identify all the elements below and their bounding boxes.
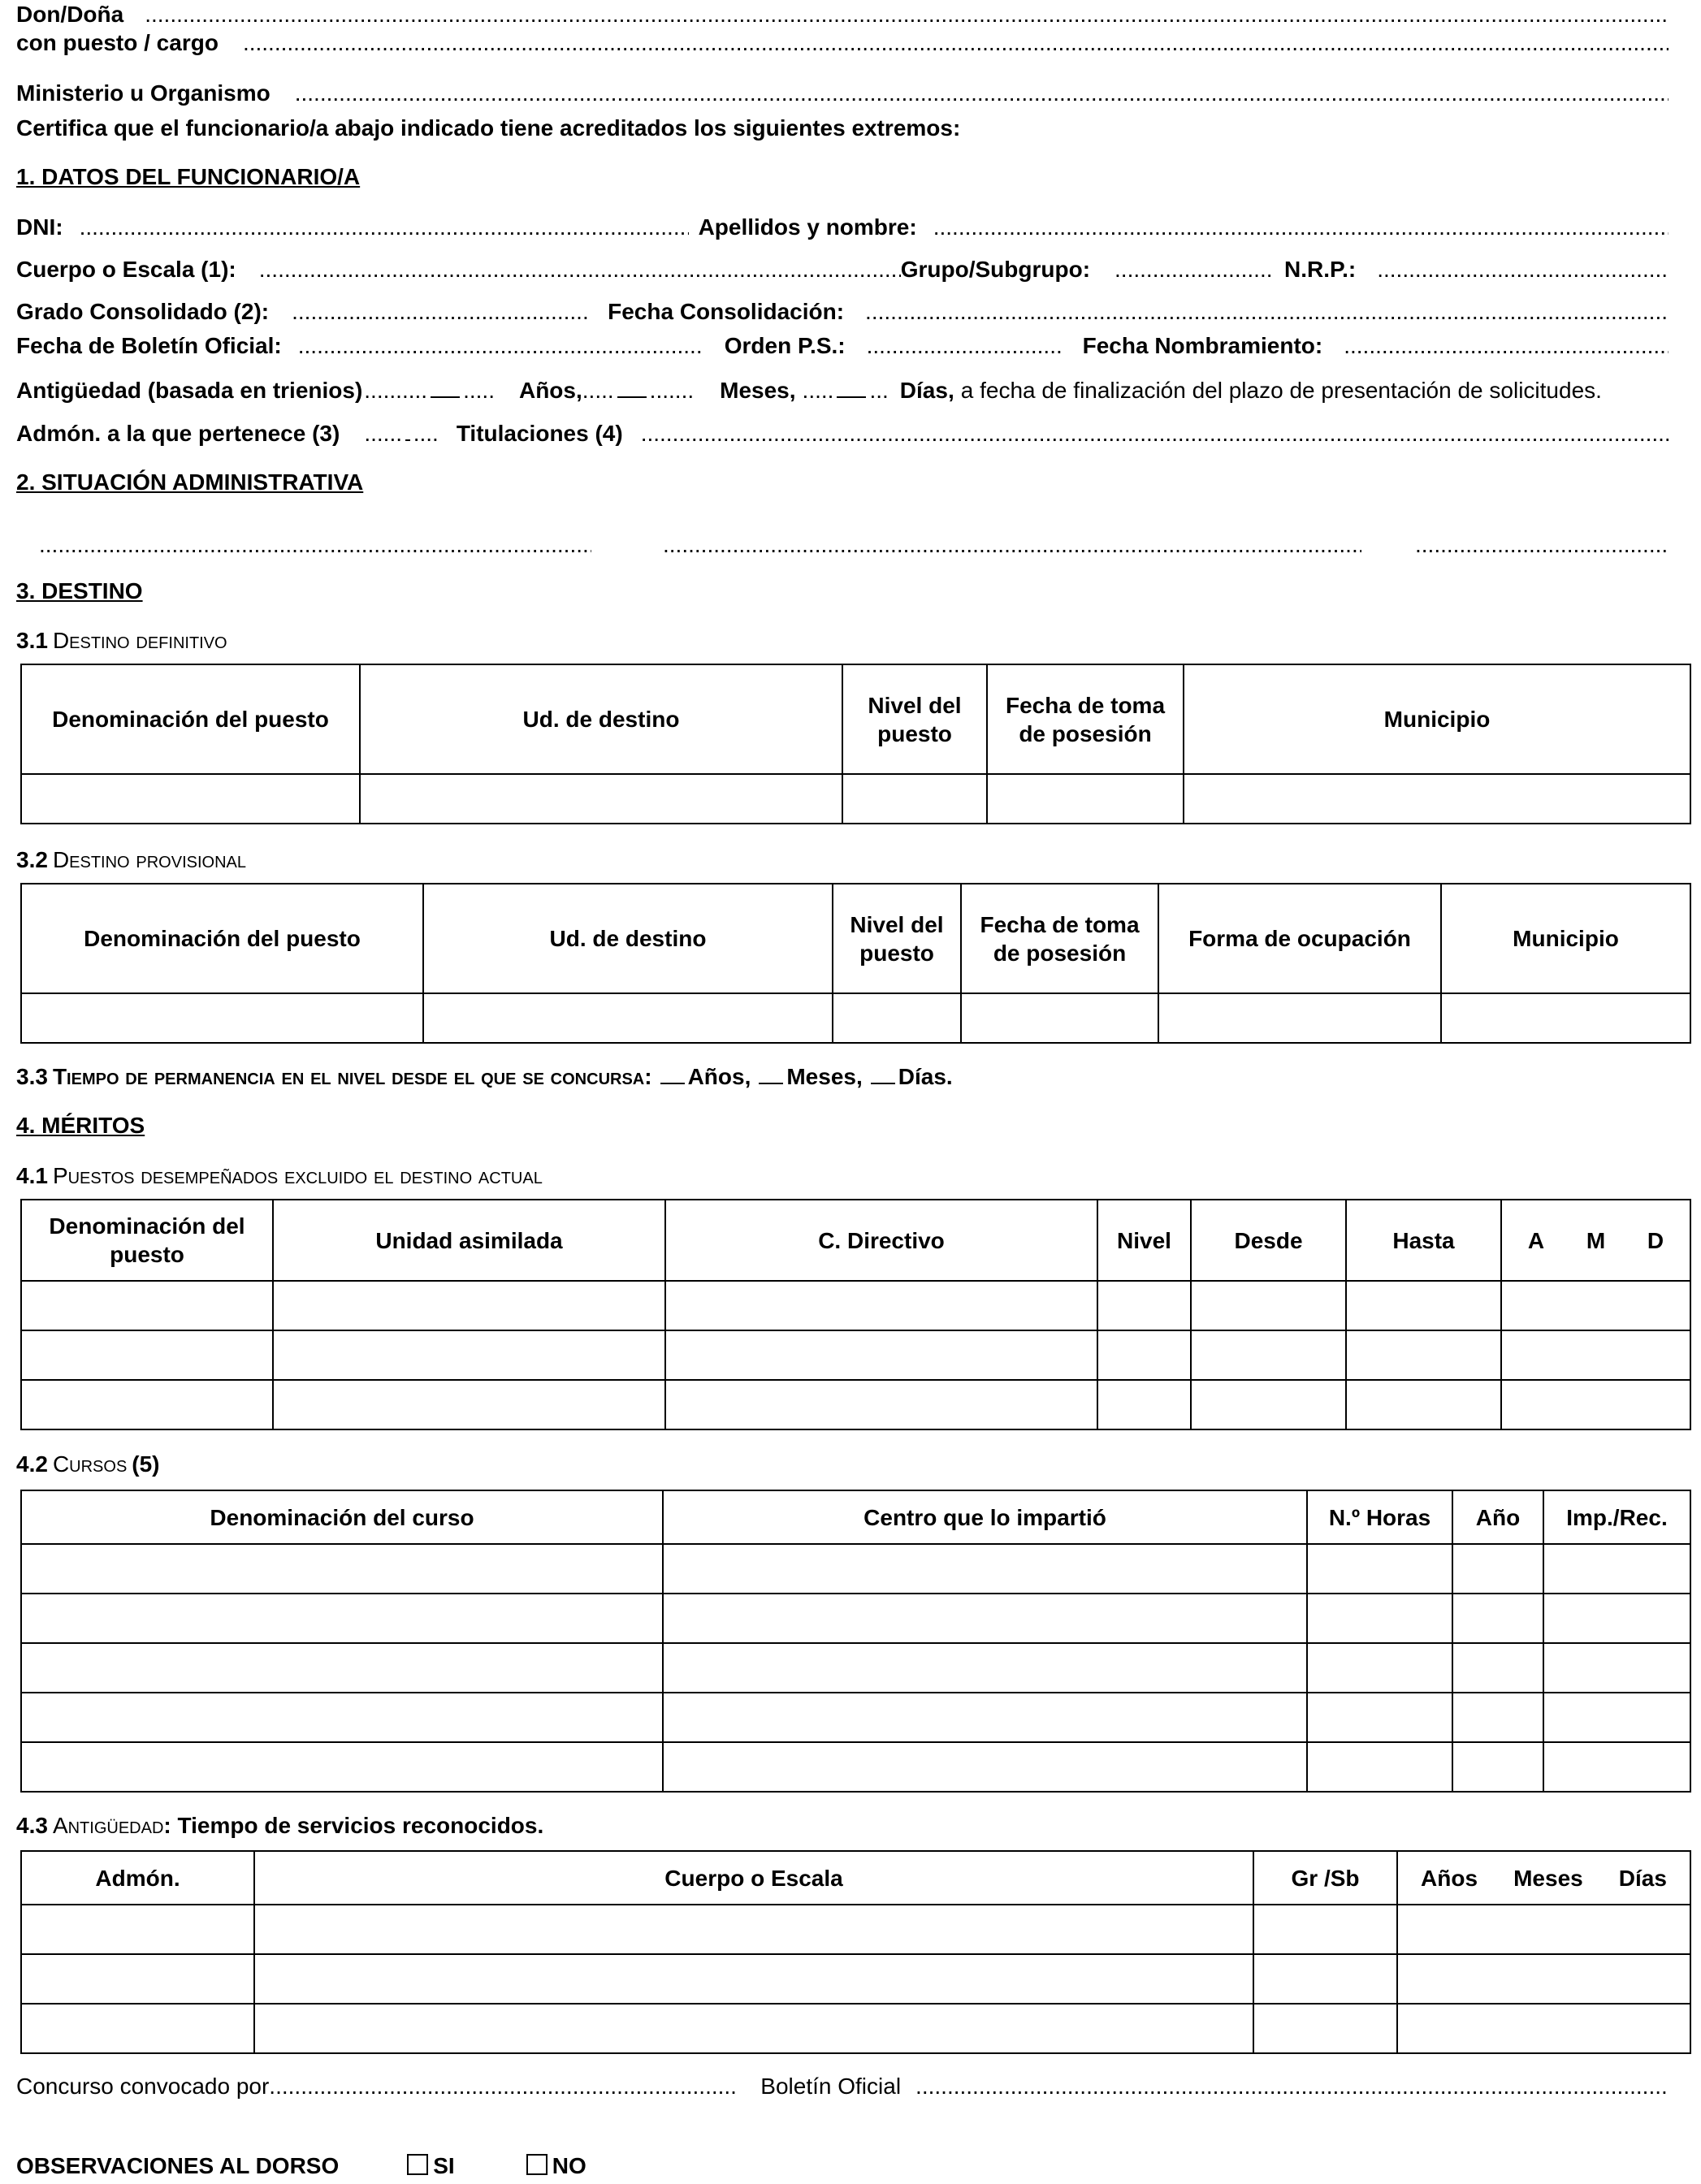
ministerio-row: [16, 80, 1673, 109]
destino-provisional-number: 3.2: [16, 847, 48, 872]
cursos-table: [20, 1490, 1691, 1793]
table-cell[interactable]: [21, 774, 360, 824]
section-3-title: 3. DESTINO: [16, 578, 143, 603]
table-cell[interactable]: [21, 1954, 254, 2004]
puesto-row: [16, 30, 1673, 58]
puestos-heading: [16, 1163, 1673, 1191]
antiguedad-heading: [16, 1813, 1673, 1841]
section-4-title: 4. MÉRITOS: [16, 1113, 145, 1138]
section-4-heading: [16, 1113, 1673, 1141]
table-cell[interactable]: [1397, 1905, 1690, 1954]
table-header: Municipio: [1441, 884, 1690, 993]
table-cell[interactable]: [1543, 1643, 1690, 1693]
si-checkbox[interactable]: [407, 2154, 428, 2175]
puesto-field[interactable]: [243, 30, 1669, 56]
situacion-field-3[interactable]: [1415, 532, 1669, 558]
table-cell[interactable]: [1191, 1330, 1346, 1380]
don-row: [16, 2, 1673, 30]
table-cell[interactable]: [1543, 1742, 1690, 1792]
table-cell[interactable]: [1452, 1544, 1543, 1594]
table-cell[interactable]: [21, 1544, 663, 1594]
section-3-heading: [16, 578, 1673, 607]
cursos-note: (5): [132, 1451, 160, 1477]
concurso-label: Concurso convocado por: [16, 2074, 270, 2099]
table-header: Nivel: [1097, 1200, 1191, 1281]
table-header: Años Meses Días: [1397, 1851, 1690, 1905]
table-header: Denominación del puesto: [21, 884, 423, 993]
table-cell[interactable]: [665, 1330, 1097, 1380]
table-cell[interactable]: [1397, 1954, 1690, 2004]
don-label: Don/Doña: [16, 2, 124, 27]
table-cell[interactable]: [1097, 1281, 1191, 1330]
don-field[interactable]: [145, 2, 1669, 28]
nrp-field[interactable]: [1377, 257, 1669, 283]
observaciones-label: OBSERVACIONES AL DORSO: [16, 2153, 340, 2178]
grupo-field[interactable]: [1115, 257, 1273, 283]
table-cell[interactable]: [1184, 774, 1690, 824]
table-row: [21, 993, 1690, 1043]
table-header: Municipio: [1184, 664, 1690, 774]
section-1-title: 1. DATOS DEL FUNCIONARIO/A: [16, 164, 361, 189]
table-cell[interactable]: [21, 1380, 273, 1429]
table-cell[interactable]: [663, 1643, 1307, 1693]
table-cell[interactable]: [254, 1905, 1253, 1954]
table-header: Admón.: [21, 1851, 254, 1905]
situacion-field-2[interactable]: [663, 532, 1361, 558]
table-cell[interactable]: [254, 1954, 1253, 2004]
table-header: Centro que lo impartió: [663, 1490, 1307, 1544]
apellidos-field[interactable]: [933, 214, 1669, 240]
ministerio-label: Ministerio u Organismo: [16, 80, 271, 106]
certifica-row: [16, 115, 1673, 144]
antiguedad-meses: Meses,: [720, 378, 796, 403]
table-cell[interactable]: [1191, 1380, 1346, 1429]
table-row: [21, 1643, 1690, 1693]
table-header: Fecha de toma de posesión: [987, 664, 1184, 774]
table-header: Denominación del puesto: [21, 664, 360, 774]
titulaciones-field[interactable]: [641, 421, 1669, 447]
table-header: A M D: [1501, 1200, 1690, 1281]
fecha-consolidacion-label: Fecha Consolidación:: [608, 299, 845, 324]
table-header: N.º Horas: [1307, 1490, 1452, 1544]
situacion-field-1[interactable]: [39, 532, 591, 558]
no-checkbox[interactable]: [526, 2154, 548, 2175]
table-row: [21, 1594, 1690, 1643]
table-cell[interactable]: [1543, 1693, 1690, 1742]
table-cell[interactable]: [1543, 1544, 1690, 1594]
orden-field[interactable]: [867, 333, 1062, 359]
section-2-heading: [16, 469, 1673, 498]
table-header: Nivel del puesto: [833, 884, 961, 993]
table-cell[interactable]: [1346, 1330, 1501, 1380]
table-cell[interactable]: [665, 1281, 1097, 1330]
table-row: [21, 1742, 1690, 1792]
antiguedad-row: Antigüedad (basada en trienios) .......... ..... Años, ..... ....... Meses, ..... ... Días, a fecha de finalización del plazo de presentación de solicitudes.: [16, 378, 1602, 403]
table-cell[interactable]: [987, 774, 1184, 824]
table-cell[interactable]: [21, 1594, 663, 1643]
cuerpo-label: Cuerpo o Escala (1):: [16, 257, 236, 282]
section-1-heading: [16, 164, 1673, 192]
table-cell[interactable]: [1397, 2004, 1690, 2053]
fecha-boletin-field[interactable]: [298, 333, 702, 359]
table-cell[interactable]: [273, 1330, 665, 1380]
table-cell[interactable]: [21, 2004, 254, 2053]
destino-definitivo-heading: [16, 628, 1673, 656]
grado-field[interactable]: [292, 299, 588, 325]
table-cell[interactable]: [833, 993, 961, 1043]
table-cell[interactable]: [21, 1742, 663, 1792]
permanencia-number: 3.3: [16, 1064, 48, 1089]
grado-row: [16, 299, 1673, 327]
admon-label: Admón. a la que pertenece (3): [16, 421, 340, 446]
antiguedad-title: Antigüedad: [52, 1813, 164, 1838]
table-header: Gr /Sb: [1253, 1851, 1397, 1905]
table-header: Forma de ocupación: [1158, 884, 1441, 993]
destino-provisional-heading: [16, 847, 1673, 876]
destino-definitivo-table: [20, 664, 1691, 824]
cursos-number: 4.2: [16, 1451, 48, 1477]
dni-label: DNI:: [16, 214, 63, 240]
cuerpo-field[interactable]: [259, 257, 901, 283]
fecha-nombramiento-label: Fecha Nombramiento:: [1082, 333, 1323, 358]
table-cell[interactable]: [1452, 1643, 1543, 1693]
fecha-consolidacion-field[interactable]: [865, 299, 1669, 325]
permanencia-meses: Meses,: [786, 1064, 863, 1089]
dni-field[interactable]: [80, 214, 689, 240]
table-cell[interactable]: [273, 1380, 665, 1429]
table-header: Denominación del puesto: [21, 1200, 273, 1281]
table-row: [21, 1330, 1690, 1380]
table-cell[interactable]: [1307, 1742, 1452, 1792]
table-cell[interactable]: [1346, 1281, 1501, 1330]
table-cell[interactable]: [1097, 1380, 1191, 1429]
table-row: [21, 774, 1690, 824]
table-cell[interactable]: [1501, 1281, 1690, 1330]
admon-row: Admón. a la que pertenece (3) ...... .... Titulaciones (4) .....: [16, 421, 1673, 449]
fecha-boletin-label: Fecha de Boletín Oficial:: [16, 333, 282, 358]
table-cell[interactable]: [1253, 2004, 1397, 2053]
table-cell[interactable]: [1191, 1281, 1346, 1330]
ministerio-field[interactable]: [295, 80, 1669, 106]
table-cell[interactable]: [663, 1742, 1307, 1792]
table-cell[interactable]: [1307, 1643, 1452, 1693]
table-cell[interactable]: [1452, 1742, 1543, 1792]
si-label: SI: [433, 2153, 455, 2178]
puestos-table: [20, 1199, 1691, 1430]
antiguedad-label: Antigüedad (basada en trienios): [16, 378, 363, 403]
table-cell[interactable]: [842, 774, 987, 824]
table-header: Ud. de destino: [423, 884, 833, 993]
permanencia-title: Tiempo de permanencia en el nivel desde el que se concursa:: [52, 1064, 652, 1089]
antiguedad-rest: a fecha de finalización del plazo de presentación de solicitudes.: [960, 378, 1602, 403]
table-cell[interactable]: [1307, 1594, 1452, 1643]
table-header: Nivel del puesto: [842, 664, 987, 774]
permanencia-dias: Días.: [898, 1064, 953, 1089]
destino-provisional-title: Destino provisional: [52, 847, 246, 872]
table-cell[interactable]: [21, 1643, 663, 1693]
orden-label: Orden P.S.:: [724, 333, 846, 358]
puesto-label: con puesto / cargo: [16, 30, 219, 55]
table-header: Desde: [1191, 1200, 1346, 1281]
table-cell[interactable]: [21, 1330, 273, 1380]
antiguedad-anos: Años,: [518, 378, 582, 403]
antiguedad-number: 4.3: [16, 1813, 48, 1838]
table-header: Año: [1452, 1490, 1543, 1544]
table-cell[interactable]: [1452, 1594, 1543, 1643]
observaciones-row: [16, 2153, 1673, 2182]
table-cell[interactable]: [1346, 1380, 1501, 1429]
table-cell[interactable]: [663, 1544, 1307, 1594]
grado-label: Grado Consolidado (2):: [16, 299, 270, 324]
destino-provisional-table: [20, 883, 1691, 1044]
table-cell[interactable]: [1441, 993, 1690, 1043]
table-cell[interactable]: [1097, 1330, 1191, 1380]
table-cell[interactable]: [961, 993, 1158, 1043]
permanencia-anos: Años,: [687, 1064, 751, 1089]
si-option[interactable]: [407, 2153, 454, 2179]
table-row: [21, 1544, 1690, 1594]
table-cell[interactable]: [665, 1380, 1097, 1429]
boletin-field[interactable]: [915, 2074, 1669, 2100]
situacion-row: [16, 532, 1673, 560]
table-cell[interactable]: [1253, 1905, 1397, 1954]
table-cell[interactable]: [1452, 1693, 1543, 1742]
table-cell[interactable]: [1501, 1380, 1690, 1429]
table-header: Cuerpo o Escala: [254, 1851, 1253, 1905]
table-cell[interactable]: [1158, 993, 1441, 1043]
table-cell[interactable]: [1543, 1594, 1690, 1643]
table-cell[interactable]: [423, 993, 833, 1043]
grupo-label: Grupo/Subgrupo:: [900, 257, 1091, 282]
permanencia-row: [16, 1064, 1673, 1092]
fecha-nombramiento-field[interactable]: [1344, 333, 1669, 359]
table-cell[interactable]: [254, 2004, 1253, 2053]
certifica-text: Certifica que el funcionario/a abajo indicado tiene acreditados los siguientes extremos:: [16, 115, 961, 141]
table-header: Fecha de toma de posesión: [961, 884, 1158, 993]
table-cell[interactable]: [1307, 1544, 1452, 1594]
table-row: [21, 1693, 1690, 1742]
antiguedad-dias: Días,: [899, 378, 954, 403]
table-cell[interactable]: [360, 774, 842, 824]
table-row: [21, 2004, 1690, 2053]
table-cell[interactable]: [1307, 1693, 1452, 1742]
antiguedad-table: [20, 1850, 1691, 2054]
table-row: [21, 1905, 1690, 1954]
table-row: [21, 1281, 1690, 1330]
titulaciones-label: Titulaciones (4): [456, 421, 623, 446]
table-cell[interactable]: [663, 1693, 1307, 1742]
table-header: C. Directivo: [665, 1200, 1097, 1281]
destino-definitivo-title: Destino definitivo: [52, 628, 227, 653]
table-header: Ud. de destino: [360, 664, 842, 774]
section-2-title: 2. SITUACIÓN ADMINISTRATIVA: [16, 469, 364, 495]
no-option[interactable]: [526, 2153, 586, 2179]
cursos-heading: [16, 1451, 1673, 1480]
table-cell[interactable]: [21, 1693, 663, 1742]
table-header: Hasta: [1346, 1200, 1501, 1281]
table-header: Denominación del curso: [21, 1490, 663, 1544]
nrp-label: N.R.P.:: [1284, 257, 1357, 282]
table-header: Unidad asimilada: [273, 1200, 665, 1281]
cursos-title: Cursos: [52, 1451, 128, 1477]
table-header: Imp./Rec.: [1543, 1490, 1690, 1544]
table-cell[interactable]: [21, 1281, 273, 1330]
table-row: [21, 1380, 1690, 1429]
dni-row: [16, 214, 1673, 243]
boletin-row: [16, 333, 1673, 361]
table-cell[interactable]: [1253, 1954, 1397, 2004]
table-row: [21, 1954, 1690, 2004]
destino-definitivo-number: 3.1: [16, 628, 48, 653]
boletin-label: Boletín Oficial: [760, 2074, 902, 2099]
apellidos-label: Apellidos y nombre:: [698, 214, 917, 240]
table-cell[interactable]: [273, 1281, 665, 1330]
cuerpo-row: [16, 257, 1673, 285]
table-cell[interactable]: [663, 1594, 1307, 1643]
concurso-field[interactable]: [269, 2074, 736, 2100]
puestos-title: Puestos desempeñados excluido el destino actual: [52, 1163, 543, 1188]
puestos-number: 4.1: [16, 1163, 48, 1188]
concurso-row: [16, 2074, 1673, 2102]
table-cell[interactable]: [21, 993, 423, 1043]
antiguedad-subtitle: : Tiempo de servicios reconocidos.: [163, 1813, 544, 1838]
table-cell[interactable]: [21, 1905, 254, 1954]
no-label: NO: [552, 2153, 586, 2178]
table-cell[interactable]: [1501, 1330, 1690, 1380]
